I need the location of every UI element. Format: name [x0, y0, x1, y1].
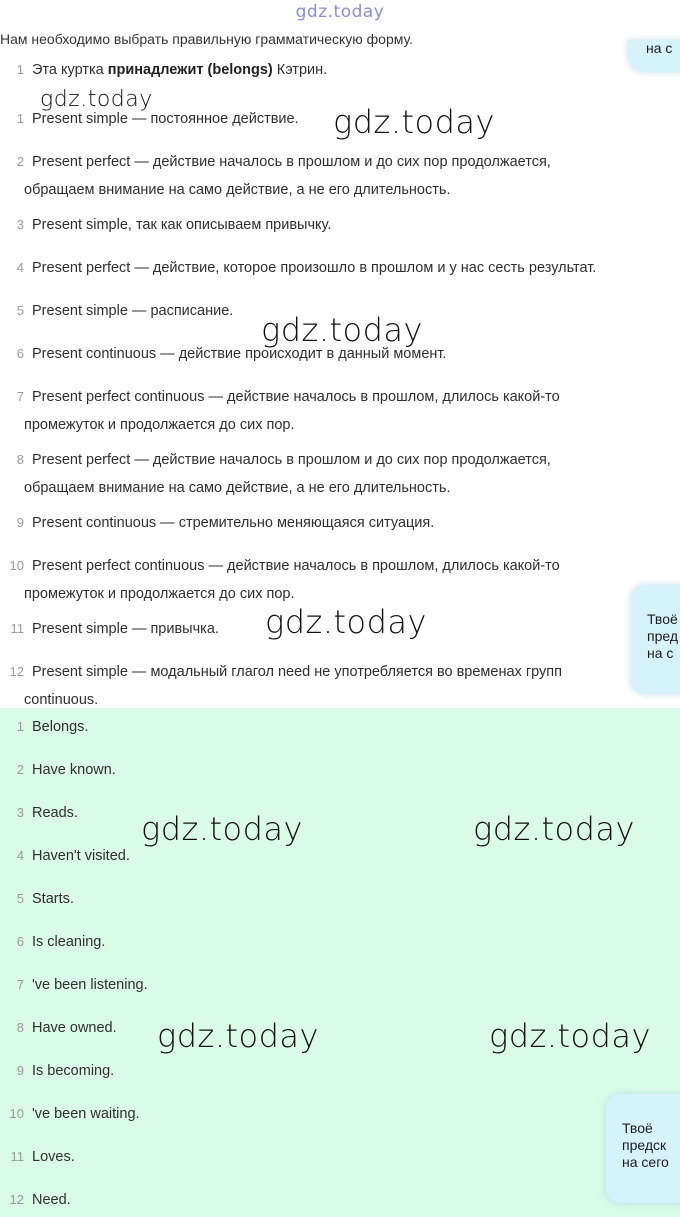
explanation-line — [0, 383, 560, 411]
example-before: Эта куртка — [32, 62, 108, 78]
explanation-text: Present simple, так как описываем привычку. — [32, 217, 332, 233]
example-line — [0, 56, 327, 84]
explanation-continuation: обращаем внимание на само действие, а не его длительность. — [24, 182, 451, 198]
explanation-line — [0, 148, 551, 176]
answer-line — [0, 1057, 114, 1085]
explanation-continuation: промежуток и продолжается до сих пор. — [24, 586, 295, 602]
watermark: gdz.today — [265, 603, 427, 641]
line-number: 2 — [16, 154, 24, 169]
answer-text: Need. — [32, 1192, 71, 1208]
answer-text: Have owned. — [32, 1020, 117, 1036]
explanation-line — [0, 446, 551, 474]
answer-line — [0, 1186, 71, 1214]
example-bold: принадлежит (belongs) — [107, 62, 273, 78]
answer-text: Haven't visited. — [32, 848, 130, 864]
line-number: 10 — [9, 1106, 24, 1121]
watermark: gdz.today — [333, 103, 495, 141]
answers-panel — [0, 708, 680, 1217]
line-number: 5 — [16, 303, 24, 318]
explanation-text: Present simple — привычка. — [32, 621, 219, 637]
watermark: gdz.today — [473, 810, 635, 848]
explanation-text: Present simple — модальный глагол need не употребляется во временах групп — [32, 664, 562, 680]
answer-line — [0, 756, 116, 784]
answer-line — [0, 842, 130, 870]
ad-bubble-middle[interactable] — [631, 585, 680, 694]
explanation-continuation: обращаем внимание на само действие, а не его длительность. — [24, 480, 451, 496]
example-after: Кэтрин. — [272, 62, 328, 78]
explanation-line — [0, 658, 562, 686]
explanation-line — [0, 615, 219, 643]
explanation-line — [0, 254, 596, 282]
line-number: 1 — [16, 111, 24, 126]
bubble-text: предск — [622, 1137, 667, 1153]
answer-text: Belongs. — [32, 719, 89, 735]
bubble-text: Твоё — [647, 611, 678, 627]
answer-text: Have known. — [32, 762, 116, 778]
answer-text: Is becoming. — [32, 1063, 115, 1079]
answer-line — [0, 799, 78, 827]
line-number: 12 — [9, 664, 24, 679]
line-number: 9 — [16, 515, 24, 530]
bubble-text: пред — [647, 628, 679, 644]
explanation-text: Present perfect — действие началось в прошлом и до сих пор продолжается, — [32, 452, 551, 468]
ad-bubble-top[interactable] — [628, 40, 680, 72]
bubble-text: на сего — [622, 1154, 669, 1170]
line-number: 3 — [16, 805, 24, 820]
answer-line — [0, 713, 88, 741]
answer-line — [0, 971, 148, 999]
answer-line — [0, 1143, 75, 1171]
explanation-line — [0, 297, 233, 325]
line-number: 5 — [16, 891, 24, 906]
bubble-text: на с — [647, 645, 674, 661]
explanation-text: Present continuous — стремительно меняющаяся ситуация. — [32, 515, 435, 531]
answer-text: Reads. — [32, 805, 78, 821]
answer-line — [0, 1100, 140, 1128]
answer-line — [0, 1014, 117, 1042]
watermark: gdz.today — [157, 1017, 319, 1055]
line-number: 6 — [16, 346, 24, 361]
line-number: 7 — [16, 977, 24, 992]
explanation-line — [0, 509, 434, 537]
line-number: 1 — [16, 719, 24, 734]
watermark: gdz.today — [40, 87, 153, 112]
line-number: 8 — [16, 1020, 24, 1035]
watermark: gdz.today — [489, 1017, 651, 1055]
explanation-text: Present simple — постоянное действие. — [32, 111, 299, 127]
line-number: 4 — [16, 848, 24, 863]
line-number: 12 — [9, 1192, 24, 1207]
line-number: 4 — [16, 260, 24, 275]
explanation-text: Present continuous — действие происходит в данный момент. — [32, 346, 447, 362]
watermark: gdz.today — [261, 311, 423, 349]
line-number: 6 — [16, 934, 24, 949]
explanation-text: Present perfect continuous — действие началось в прошлом, длилось какой-то — [32, 389, 560, 405]
line-number: 11 — [10, 1149, 24, 1164]
answer-text: 've been listening. — [32, 977, 148, 993]
line-number: 3 — [16, 217, 24, 232]
ad-bubble-bottom[interactable] — [606, 1094, 680, 1203]
watermark: gdz.today — [141, 810, 303, 848]
explanation-line — [0, 211, 331, 239]
answer-text: Is cleaning. — [32, 934, 106, 950]
explanation-text: Present perfect — действие, которое произошло в прошлом и у нас сесть результат. — [32, 260, 597, 276]
answer-text: Starts. — [32, 891, 74, 907]
bubble-text: на с — [646, 40, 673, 56]
top-watermark: gdz.today — [295, 2, 385, 22]
line-number: 9 — [16, 1063, 24, 1078]
line-number: 8 — [16, 452, 24, 467]
line-number: 2 — [16, 762, 24, 777]
explanation-text: Present simple — расписание. — [32, 303, 234, 319]
explanation-text: Present perfect — действие началось в прошлом и до сих пор продолжается, — [32, 154, 551, 170]
explanation-line — [0, 552, 560, 580]
answer-line — [0, 928, 105, 956]
line-number: 1 — [16, 62, 24, 77]
explanation-text: Present perfect continuous — действие началось в прошлом, длилось какой-то — [32, 558, 560, 574]
answer-text: 've been waiting. — [32, 1106, 140, 1122]
explanation-continuation: continuous. — [24, 692, 99, 708]
answer-text: Loves. — [32, 1149, 75, 1165]
line-number: 10 — [9, 558, 24, 573]
bubble-text: Твоё — [622, 1120, 653, 1136]
line-number: 11 — [10, 621, 24, 636]
explanation-continuation: промежуток и продолжается до сих пор. — [24, 417, 295, 433]
answer-line — [0, 885, 74, 913]
intro-text: Нам необходимо выбрать правильную грамматическую форму. — [0, 31, 414, 47]
line-number: 7 — [16, 389, 24, 404]
